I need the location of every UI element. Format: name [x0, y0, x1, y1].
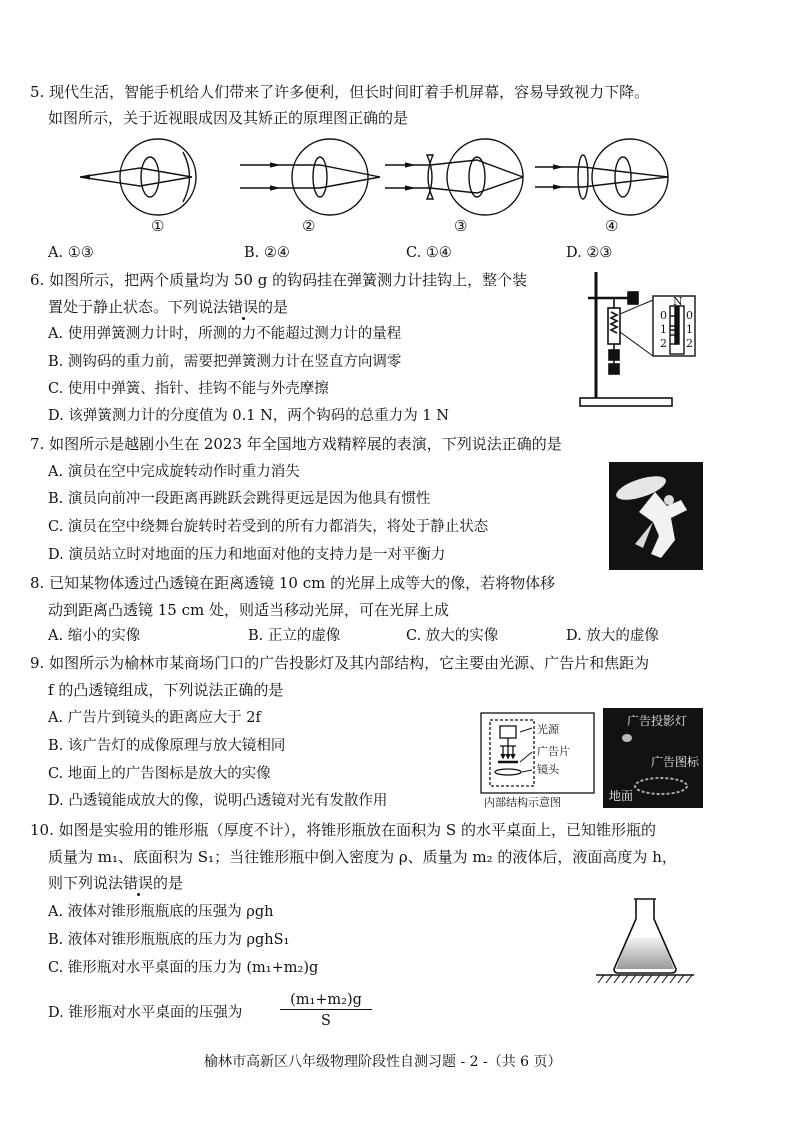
q7-stem-line1: 7. 如图所示是越剧小生在 2023 年全国地方戏精粹展的表演，下列说法正确的是 — [30, 435, 562, 453]
scale-tick-0-right: 0 — [686, 309, 693, 322]
q6-option-c: C. 使用中弹簧、指针、挂钩不能与外壳摩擦 — [48, 381, 329, 397]
q8-stem-line2: 动到距离凸透镜 15 cm 处，则适当移动光屏，可在光屏上成 — [48, 601, 450, 619]
q8-option-b: B. 正立的虚像 — [248, 628, 341, 644]
q6-option-d: D. 该弹簧测力计的分度值为 0.1 N，两个钩码的总重力为 1 N — [48, 408, 449, 424]
scale-tick-1-right: 1 — [686, 323, 693, 336]
q7-option-b: B. 演员向前冲一段距离再跳跃会跳得更远是因为他具有惯性 — [48, 491, 431, 507]
q8-stem-line1: 8. 已知某物体透过凸透镜在距离透镜 10 cm 的光屏上成等大的像，若将物体移 — [30, 574, 556, 592]
q9-option-a: A. 广告片到镜头的距离应大于 2f — [48, 710, 261, 726]
q5-option-b: B. ②④ — [244, 245, 290, 261]
q8-option-a: A. 缩小的实像 — [48, 628, 141, 644]
conical-flask-figure — [590, 895, 700, 987]
eye-figure-1 — [80, 139, 196, 215]
q9-stem-line2: f 的凸透镜组成，下列说法正确的是 — [48, 681, 284, 699]
q5-option-c: C. ①④ — [406, 245, 452, 261]
eye-figure-2 — [240, 139, 380, 215]
scale-tick-2-right: 2 — [686, 337, 693, 350]
q5-fig-label-3: ③ — [454, 217, 468, 235]
eye-figure-3 — [385, 139, 523, 215]
performer-photo — [609, 462, 703, 570]
q7-option-c: C. 演员在空中绕舞台旋转时若受到的所有力都消失，将处于静止状态 — [48, 519, 489, 535]
spring-scale-stand-figure — [578, 270, 698, 410]
q7-option-a: A. 演员在空中完成旋转动作时重力消失 — [48, 464, 300, 480]
diagram-label-ad-film: 广告片 — [537, 745, 570, 758]
q10-option-b: B. 液体对锥形瓶瓶底的压力为 ρghS₁ — [48, 932, 290, 948]
q6-stem-line2: 置处于静止状态。下列说法错误的是 — [48, 298, 289, 316]
q10-stem-line2: 质量为 m₁、底面积为 S₁；当往锥形瓶中倒入密度为 ρ、质量为 m₂ 的液体后，液面高度为 h， — [48, 848, 677, 866]
fraction-denominator: S — [321, 1013, 331, 1029]
q5-option-a: A. ①③ — [48, 245, 94, 261]
scale-tick-2-left: 2 — [660, 337, 667, 350]
scale-tick-1-left: 1 — [660, 323, 667, 336]
q9-stem-line1: 9. 如图所示为榆林市某商场门口的广告投影灯及其内部结构，它主要由光源、广告片和焦距为 — [30, 654, 650, 672]
q8-option-c: C. 放大的实像 — [406, 628, 499, 644]
q5-stem-line2: 如图所示，关于近视眼成因及其矫正的原理图正确的是 — [48, 109, 409, 127]
q5-fig-label-2: ② — [302, 217, 316, 235]
photo-label-ground: 地面 — [609, 789, 634, 803]
diagram-caption: 内部结构示意图 — [484, 796, 561, 809]
q10-option-d: D. 锥形瓶对水平桌面的压强为 — [48, 1005, 243, 1021]
q6-option-a: A. 使用弹簧测力计时，所测的力不能超过测力计的量程 — [48, 326, 402, 342]
q6-option-b: B. 测钩码的重力前，需要把弹簧测力计在竖直方向调零 — [48, 354, 402, 370]
q7-option-d: D. 演员站立时对地面的压力和地面对他的支持力是一对平衡力 — [48, 547, 446, 563]
q6-stem-line1: 6. 如图所示，把两个质量均为 50 g 的钩码挂在弹簧测力计挂钩上，整个装 — [30, 271, 528, 289]
scale-unit-label: N — [673, 295, 683, 308]
projector-photo — [603, 708, 703, 808]
q5-eye-diagrams — [80, 130, 680, 235]
q9-option-b: B. 该广告灯的成像原理与放大镜相同 — [48, 738, 286, 754]
photo-label-projector: 广告投影灯 — [627, 714, 688, 728]
q5-fig-label-1: ① — [151, 217, 165, 235]
eye-figure-4 — [535, 139, 668, 215]
diagram-label-lens: 镜头 — [537, 763, 559, 776]
page-footer: 榆林市高新区八年级物理阶段性自测习题 - 2 -（共 6 页） — [204, 1054, 562, 1070]
diagram-label-light-source: 光源 — [537, 723, 559, 736]
q10-stem-line3: 则下列说法错误的是 — [48, 874, 184, 892]
q10-stem-line1: 10. 如图是实验用的锥形瓶（厚度不计），将锥形瓶放在面积为 S 的水平桌面上，已知锥形瓶的 — [30, 821, 656, 839]
q5-option-d: D. ②③ — [566, 245, 613, 261]
q8-option-d: D. 放大的虚像 — [566, 628, 659, 644]
q5-stem-line1: 5. 现代生活，智能手机给人们带来了许多便利，但长时间盯着手机屏幕，容易导致视力下降。 — [30, 83, 650, 101]
q9-option-d: D. 凸透镜能成放大的像，说明凸透镜对光有发散作用 — [48, 793, 388, 809]
q10-option-c: C. 锥形瓶对水平桌面的压力为 (m₁+m₂)g — [48, 960, 319, 976]
q10-option-a: A. 液体对锥形瓶瓶底的压强为 ρgh — [48, 904, 274, 920]
q9-option-c: C. 地面上的广告图标是放大的实像 — [48, 766, 271, 782]
scale-tick-0-left: 0 — [660, 309, 667, 322]
photo-label-ad-icon: 广告图标 — [651, 755, 700, 769]
q5-fig-label-4: ④ — [605, 217, 619, 235]
fraction-numerator: (m₁+m₂)g — [280, 991, 372, 1010]
